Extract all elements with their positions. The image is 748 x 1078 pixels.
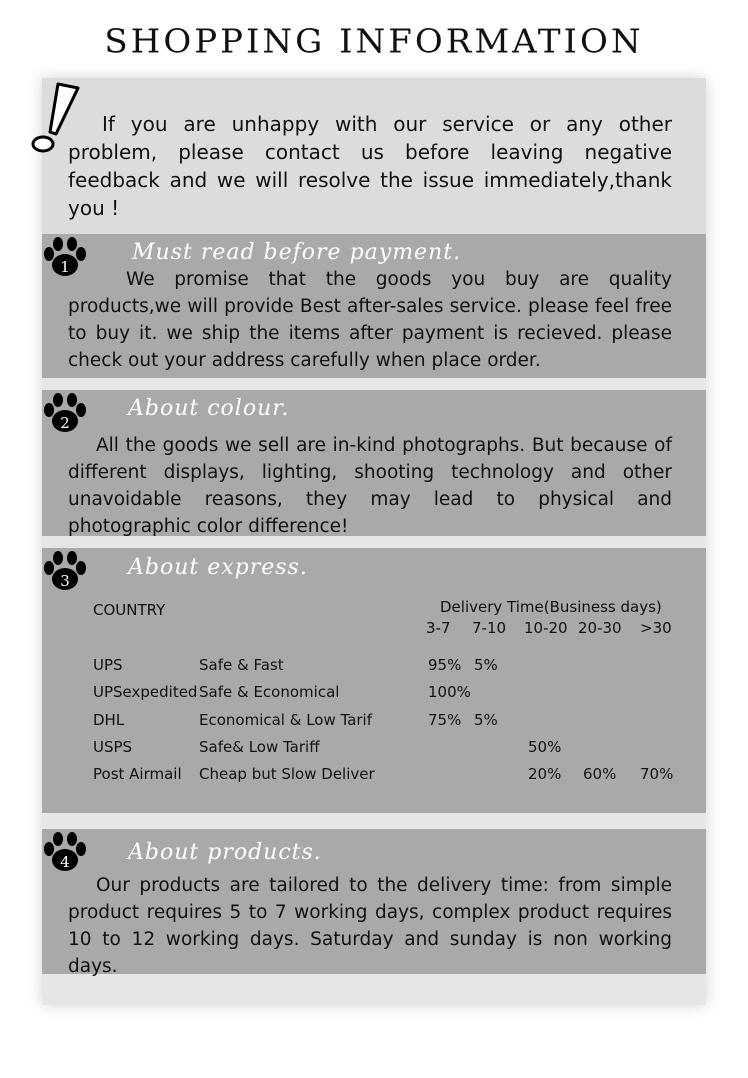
range-header: 10-20: [524, 619, 568, 637]
section-text: All the goods we sell are in-kind photographs. But because of different displays, lighting, shooting technology and other unavoidable reasons, they may lead to physical and photographic color difference!: [68, 435, 672, 537]
column-header: Delivery Time(Business days): [440, 598, 662, 616]
range-header: >30: [640, 619, 672, 637]
column-header: COUNTRY: [93, 601, 166, 619]
delivery-percent: 100%: [428, 683, 471, 701]
delivery-percent: 95%: [428, 656, 462, 674]
carrier-description: Economical & Low Tarif: [199, 711, 372, 729]
delivery-percent: 60%: [583, 765, 617, 783]
delivery-percent: 70%: [640, 765, 674, 783]
paw-icon: [42, 392, 88, 436]
range-header: 20-30: [578, 619, 622, 637]
section-number: 4: [60, 853, 70, 871]
paw-icon: [42, 550, 88, 594]
carrier-description: Safe & Economical: [199, 683, 340, 701]
delivery-percent: 75%: [428, 711, 462, 729]
carrier-description: Cheap but Slow Deliver: [199, 765, 375, 783]
page-title: SHOPPING INFORMATION: [104, 23, 644, 61]
section-heading: About express.: [128, 555, 308, 580]
section-text: Our products are tailored to the delivery time: from simple product requires 5 to 7 working days, complex product requires 10 to 12 working days. Saturday and sunday is non working days.: [68, 875, 672, 977]
delivery-percent: 50%: [528, 738, 562, 756]
section-number: 3: [60, 572, 70, 590]
notice-text: If you are unhappy with our service or any other problem, please contact us before leaving negative feedback and we will resolve the issue immediately,thank you !: [68, 112, 672, 220]
carrier-name: UPS: [93, 656, 123, 674]
delivery-percent: 20%: [528, 765, 562, 783]
section-text: We promise that the goods you buy are quality products,we will provide Best after-sales service. please feel free to buy it. we ship the items after payment is recieved. please check out your address carefully when place order.: [68, 269, 672, 371]
section-heading: About colour.: [128, 396, 290, 421]
paw-icon: [42, 831, 88, 875]
carrier-name: USPS: [93, 738, 133, 756]
carrier-description: Safe & Fast: [199, 656, 284, 674]
range-header: 3-7: [426, 619, 451, 637]
carrier-description: Safe& Low Tariff: [199, 738, 320, 756]
section-heading: About products.: [128, 840, 322, 865]
delivery-percent: 5%: [474, 711, 498, 729]
carrier-name: DHL: [93, 711, 125, 729]
section-heading: Must read before payment.: [132, 240, 462, 265]
section-number: 2: [60, 414, 70, 432]
delivery-percent: 5%: [474, 656, 498, 674]
range-header: 7-10: [472, 619, 507, 637]
section-number: 1: [60, 258, 70, 276]
carrier-name: Post Airmail: [93, 765, 182, 783]
carrier-name: UPSexpedited: [93, 683, 198, 701]
